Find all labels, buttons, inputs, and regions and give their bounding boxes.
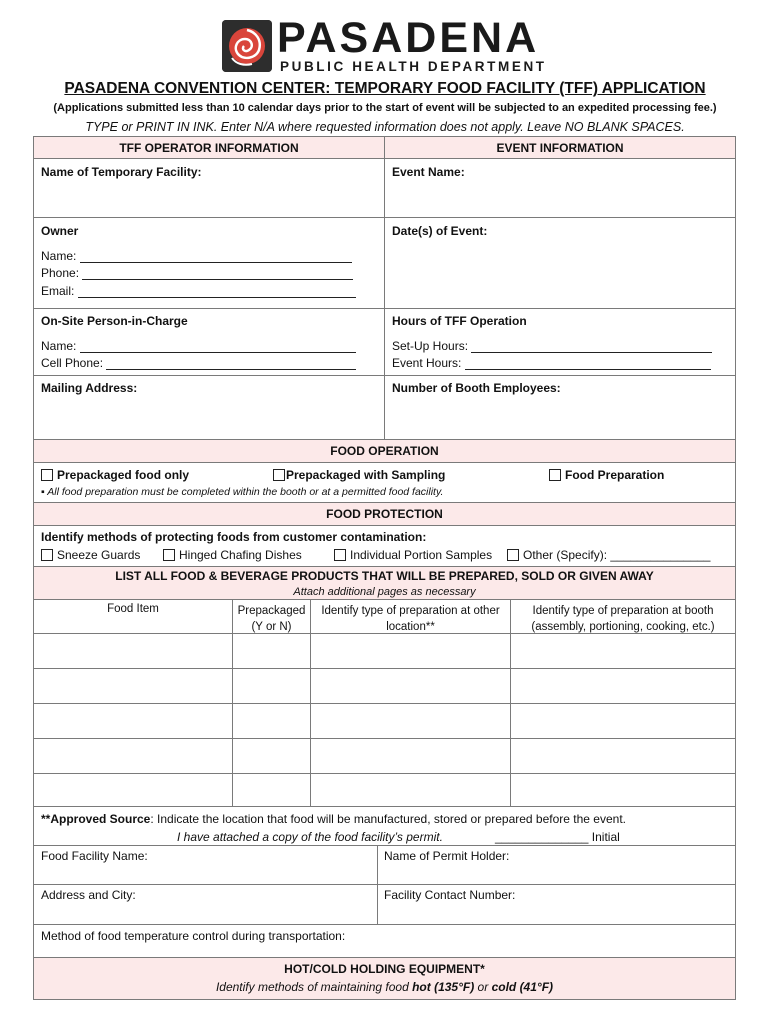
attach-pages-note: Attach additional pages as necessary [293,586,476,598]
protection-question: Identify methods of protecting foods from customer contamination: [41,530,427,544]
food-prep-note: ▪ All food preparation must be completed within the booth or at a permitted food facility. [41,486,444,498]
column-header-booth [511,603,735,635]
event-dates-label: Date(s) of Event: [392,224,488,238]
fill-instructions: TYPE or PRINT IN INK. Enter N/A where requested information does not apply. Leave NO BLANK SPACES. [85,120,685,134]
option-label: Other (Specify): _______________ [523,548,711,562]
sneeze-guards-checkbox[interactable] [41,548,140,562]
event-hours-label: Event Hours: [392,356,462,370]
owner-email-field[interactable] [41,284,356,298]
option-label: Prepackaged food only [57,468,190,482]
chafing-dishes-checkbox[interactable] [163,548,302,562]
event-hours-field[interactable] [392,356,711,370]
column-header-prepackaged [233,603,310,635]
logo-subtitle: PUBLIC HEALTH DEPARTMENT [280,59,547,74]
tff-hours-label: Hours of TFF Operation [392,314,527,328]
column-header-text: Identify type of preparation at other [321,605,500,617]
option-label: Food Preparation [565,468,665,482]
owner-label: Owner [41,224,79,238]
checkbox-icon [334,549,346,561]
column-header-text: Identify type of preparation at booth [532,605,714,617]
setup-hours-label: Set-Up Hours: [392,339,469,353]
food-facility-name-label: Food Facility Name: [41,849,148,863]
temperature-control-label: Method of food temperature control during transportation: [41,929,346,943]
owner-email-label: Email: [41,284,75,298]
permit-attached-statement: I have attached a copy of the food facility’s permit. [177,830,443,844]
approved-source-line [41,812,626,826]
pasadena-logo [222,14,552,76]
column-header-text: Prepackaged [237,605,306,617]
checkbox-icon [41,469,53,481]
column-header-text: Food Item [107,603,159,615]
products-heading: LIST ALL FOOD & BEVERAGE PRODUCTS THAT WILL BE PREPARED, SOLD OR GIVEN AWAY [115,569,654,583]
hot-temp: hot (135°F) [412,980,475,994]
checkbox-icon [163,549,175,561]
event-name-label: Event Name: [392,165,465,179]
owner-name-field[interactable] [41,249,352,263]
facility-contact-label: Facility Contact Number: [384,888,516,902]
operator-info-heading: TFF OPERATOR INFORMATION [119,141,299,155]
facility-name-label: Name of Temporary Facility: [41,165,202,179]
event-info-heading: EVENT INFORMATION [496,141,624,155]
portion-samples-checkbox[interactable] [334,548,492,562]
initial-field[interactable]: ______________ Initial [495,830,620,844]
checkbox-icon [41,549,53,561]
booth-employees-label: Number of Booth Employees: [392,381,561,395]
pic-cell-field[interactable] [41,356,356,370]
person-in-charge-label: On-Site Person-in-Charge [41,314,188,328]
other-checkbox[interactable] [507,548,710,562]
approved-source-label: **Approved Source [41,812,151,826]
holding-equipment-heading: HOT/COLD HOLDING EQUIPMENT* [284,962,485,976]
option-label: Sneeze Guards [57,548,141,562]
owner-name-label: Name: [41,249,77,263]
column-header-food-item [34,603,232,615]
food-preparation-checkbox[interactable] [549,468,664,482]
logo-wordmark: PASADENA [277,14,540,62]
setup-hours-field[interactable] [392,339,712,353]
table-row[interactable] [34,739,735,773]
holding-text: or [474,980,492,994]
pic-name-field[interactable] [41,339,356,353]
column-header-text: (assembly, portioning, cooking, etc.) [531,621,715,633]
column-header-text: location** [386,621,435,633]
form-title: PASADENA CONVENTION CENTER: TEMPORARY FOOD FACILITY (TFF) APPLICATION [64,80,706,97]
column-header-text: (Y or N) [251,621,292,633]
food-operation-heading: FOOD OPERATION [330,444,439,458]
food-protection-heading: FOOD PROTECTION [326,507,443,521]
owner-phone-field[interactable] [41,266,353,280]
column-header-other-location [311,603,510,635]
holding-instructions [34,980,735,994]
checkbox-icon [549,469,561,481]
rose-logo-icon [222,20,272,72]
fee-notice: (Applications submitted less than 10 calendar days prior to the start of event will be subjected to an expedited processing fee.) [53,102,717,114]
mailing-address-label: Mailing Address: [41,381,138,395]
holding-text: Identify methods of maintaining food [215,980,413,994]
table-row[interactable] [34,634,735,668]
option-label: Hinged Chafing Dishes [179,548,302,562]
address-city-label: Address and City: [41,888,136,902]
prepackaged-sampling-checkbox[interactable] [273,468,445,482]
option-label: Prepackaged with Sampling [286,468,446,482]
cold-temp: cold (41°F) [491,980,554,994]
approved-source-text: : Indicate the location that food will be manufactured, stored or prepared before the event. [150,812,626,826]
option-label: Individual Portion Samples [350,548,493,562]
checkbox-icon [273,469,285,481]
checkbox-icon [507,549,519,561]
table-row[interactable] [34,669,735,703]
pic-name-label: Name: [41,339,77,353]
table-row[interactable] [34,774,735,806]
prepackaged-only-checkbox[interactable] [41,468,189,482]
pic-cell-label: Cell Phone: [41,356,104,370]
owner-phone-label: Phone: [41,266,80,280]
permit-holder-label: Name of Permit Holder: [384,849,510,863]
table-row[interactable] [34,704,735,738]
